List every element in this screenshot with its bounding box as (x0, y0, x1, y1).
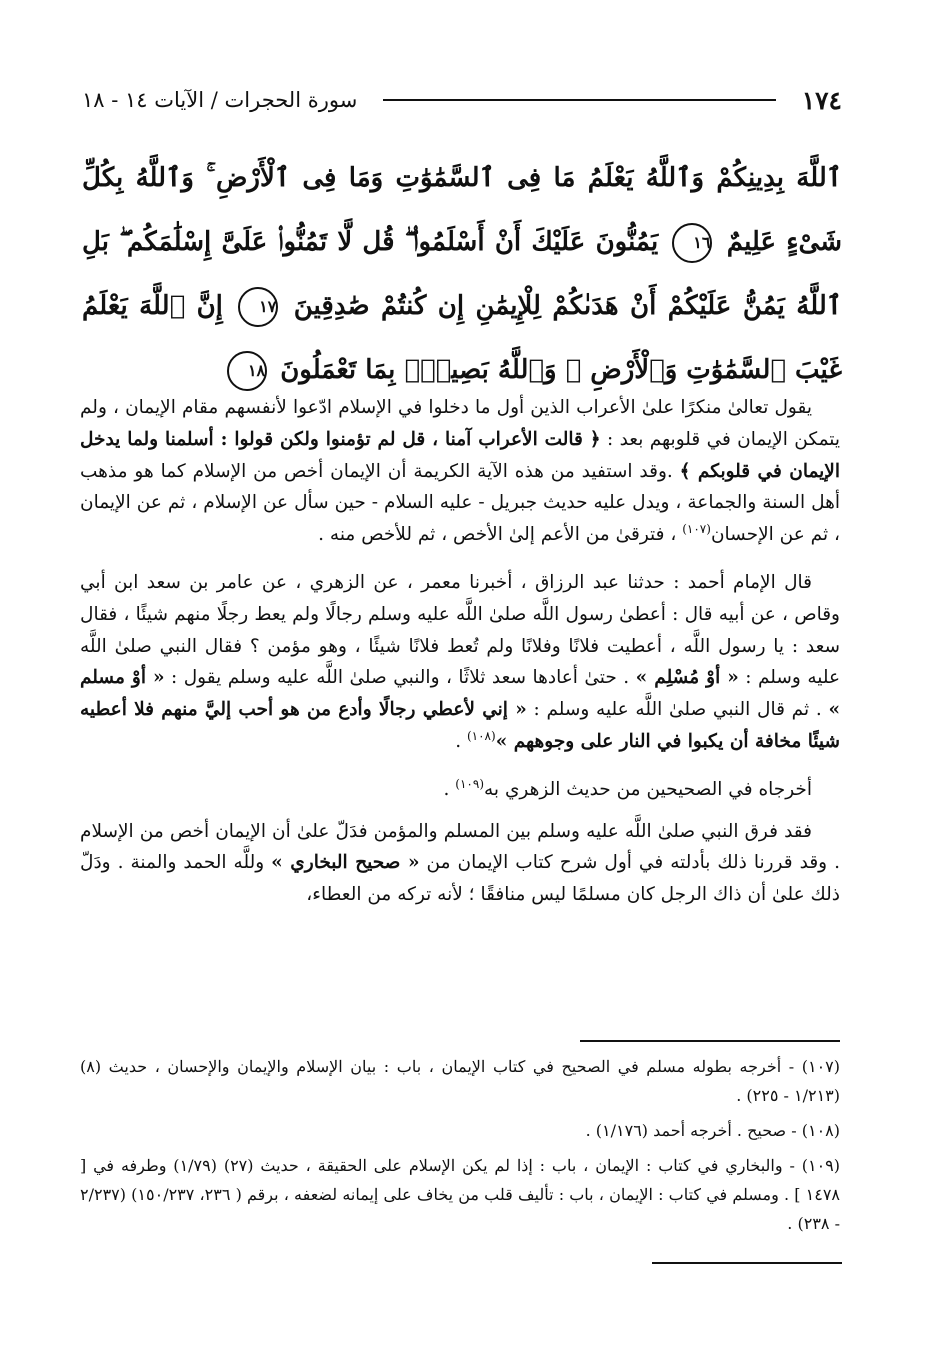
page-header (82, 80, 842, 120)
commentary-paragraph (80, 392, 840, 551)
paragraph-text: أخرجاه في الصحيحين من حديث الزهري به (484, 778, 812, 800)
quoted-verse: ﴿ قالت الأعراب آمنا ، قل لم تؤمنوا ولكن قولوا : أسلمنا ولما يدخل الإيمان في قلوبكم ﴾ (80, 428, 841, 482)
verse-line: إِنَّ ٱللَّهَ يَعْلَمُ غَيْبَ ٱلسَّمَٰوَٰتِ وَٱلْأَرْضِ ۚ (82, 291, 842, 385)
verse-number-marker: ١٦ (672, 223, 712, 263)
page-end-rule (652, 1262, 842, 1264)
verse-line: ٱللَّهَ بِدِينِكُمْ وَٱللَّهُ يَعْلَمُ مَا فِى ٱلسَّمَٰوَٰتِ وَمَا فِى ٱلْأَرْضِ ۚ وَٱللَّهُ بِكُلِّ شَىْءٍ عَلِيمٌ (82, 163, 842, 257)
verse-number-marker: ١٧ (238, 287, 278, 327)
paragraph-text: يقول تعالىٰ منكرًا علىٰ الأعراب الذين أول ما دخلوا في الإسلام ادّعوا لأنفسهم مقام الإيمان ، ولم يتمكن الإيمان في قلوبهم بعد : (80, 397, 841, 450)
footnote-108: (١٠٨) - صحيح . أخرجه أحمد (١/١٧٦) . (585, 1121, 840, 1140)
paragraph-text: ، فترقىٰ من الأعم إلىٰ الأخص ، ثم للأخص منه . (318, 524, 683, 546)
header-rule (383, 99, 775, 101)
paragraph-text: وللَّه الحمد والمنة . ودَلّ ذلك علىٰ أن ذاك الرجل كان مسلمًا ليس منافقًا ؛ لأنه تركه من العطاء، (80, 852, 840, 906)
footnotes (80, 1052, 840, 1244)
page-number: ١٧٤ (801, 85, 842, 115)
verse-line: هَدَىٰكُمْ لِلْإِيمَٰنِ إِن كُنتُمْ صَٰدِقِينَ (293, 291, 619, 321)
paragraph-text: . (455, 730, 467, 752)
footnote-reference: (١٠٧) (682, 522, 711, 537)
hadith-quote: « أوْ مسلم » (80, 667, 840, 721)
commentary-paragraph (80, 567, 840, 758)
footnote-reference: (١٠٨) (466, 728, 496, 743)
verse-line: وَٱللَّهُ بَصِيرٌۢ بِمَا تَعْمَلُونَ (280, 355, 557, 385)
commentary-paragraph (80, 816, 840, 911)
paragraph-text: . حتىٰ أعادها سعد ثلاثًا ، والنبي صلىٰ اللَّه عليه وسلم يقول : (164, 667, 636, 689)
commentary-body (80, 392, 840, 927)
footnote-reference: (١٠٩) (455, 776, 484, 791)
hadith-quote: « إني لأعطي رجالًا وأدع من هو أحب إليَّ منهم فلا أعطيه شيئًا مخافة أن يكبوا في النار على وجوههم » (80, 699, 840, 752)
paragraph-text: . ثم قال النبي صلىٰ اللَّه عليه وسلم : (526, 699, 829, 721)
verse-line: يَمُنُّونَ عَلَيْكَ أَنْ أَسْلَمُوا۟ ۖ قُل لَّا تَمُنُّوا۟ عَلَىَّ إِسْلَٰمَكُم ۖ بَلِ ٱللَّهُ يَمُنُّ عَلَيْكُمْ أَنْ (82, 227, 842, 321)
hadith-quote: « أوْ مُسْلِم » (635, 667, 739, 689)
book-title-quote: « صحيح البخاري » (271, 852, 420, 874)
paragraph-text: فقد فرق النبي صلىٰ اللَّه عليه وسلم بين المسلم والمؤمن فدَلّ علىٰ أن الإيمان أخص من الإسلام . وقد قررنا ذلك بأدلته في أول شرح كتاب الإيمان من (80, 820, 840, 874)
commentary-paragraph (80, 774, 840, 806)
footnote-separator (580, 1040, 840, 1042)
paragraph-text: . (443, 778, 456, 800)
footnote-107: (١٠٧) - أخرجه بطوله مسلم في الصحيح في كتاب الإيمان ، باب : بيان الإسلام والإيمان والإحسان ، حديث (٨) (١/٢١٣ - ٢٢٥) . (80, 1057, 840, 1105)
quran-verses (82, 146, 842, 402)
running-title: سورة الحجرات / الآيات ١٤ - ١٨ (82, 88, 358, 112)
footnote-109: (١٠٩) - والبخاري في كتاب : الإيمان ، باب : إذا لم يكن الإسلام على الحقيقة ، حديث (٢٧) (١/٧٩) وطرفه في [ ١٤٧٨ ] . ومسلم في كتاب : الإيمان ، باب : تأليف قلب من يخاف على إيمانه لضعفه ، برقم ( ٢٣٦، ١٥٠/٢٣٧) (٢/٢٣٧ - ٢٣٨) . (80, 1156, 840, 1233)
paragraph-text: .وقد استفيد من هذه الآية الكريمة أن الإيمان أخص من الإسلام كما هو مذهب أهل السنة والجماعة ، ويدل عليه حديث جبريل - عليه السلام - حين سأل عن الإسلام ، ثم عن الإيمان ، ثم عن الإحسان (80, 460, 840, 546)
verse-number-marker: ١٨ (227, 351, 267, 391)
paragraph-text: قال الإمام أحمد : حدثنا عبد الرزاق ، أخبرنا معمر ، عن الزهري ، عن عامر بن سعد ابن أبي وقاص ، عن أبيه قال : أعطىٰ رسول اللَّه صلىٰ اللَّه عليه وسلم رجالًا ولم يعط رجلًا منهم شيئًا ، فقال سعد : يا رسول اللَّه ، أعطيت فلانًا وفلانًا ولم تُعط فلانًا شيئًا ، وهو مؤمن ؟ فقال النبي صلىٰ اللَّه عليه وسلم : (80, 571, 840, 689)
